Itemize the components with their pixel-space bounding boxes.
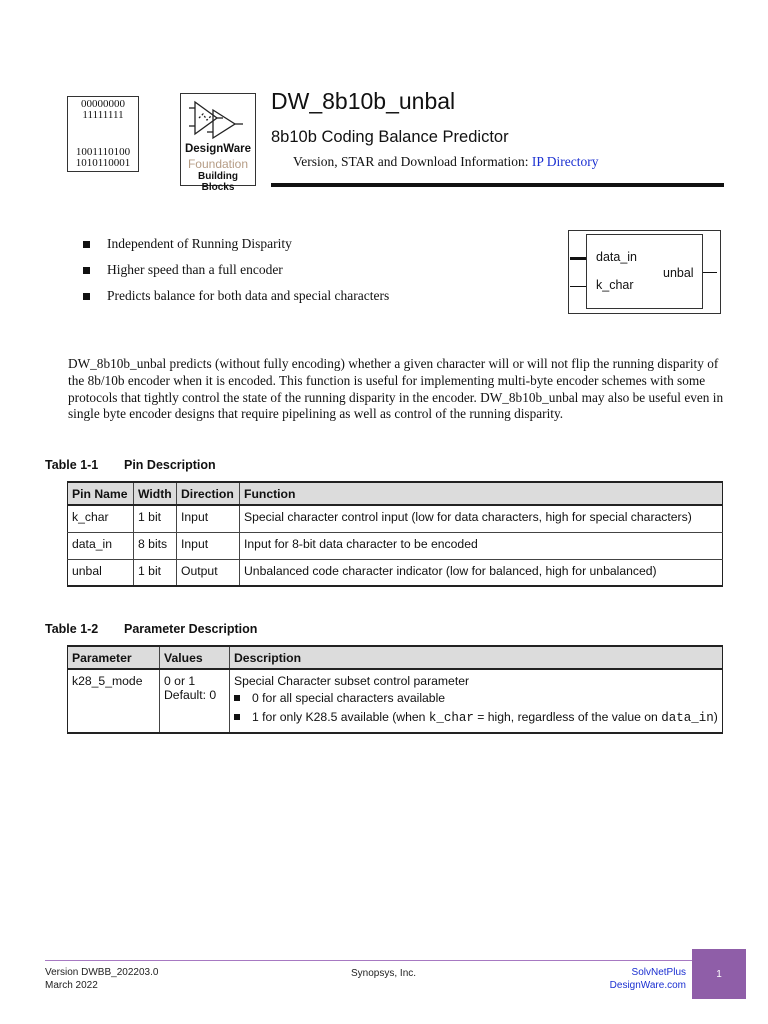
table-cell: k_char (68, 505, 134, 532)
table-cell: unbal (68, 559, 134, 586)
version-line (293, 154, 599, 170)
table-cell: k28_5_mode (68, 669, 160, 733)
table-cell: Output (177, 559, 240, 586)
brand-line-building-blocks: Building Blocks (198, 171, 238, 193)
table-cell: Input (177, 505, 240, 532)
binary-top (68, 99, 138, 121)
param-value-text (252, 709, 718, 727)
binary-line: 1010110001 (75, 157, 131, 169)
feature-text: Predicts balance for both data and special characters (107, 288, 390, 303)
table1-title: Pin Description (124, 458, 216, 472)
table-row (68, 559, 723, 586)
pin-description-table (67, 481, 723, 587)
square-bullet-icon (83, 293, 90, 300)
feature-item (83, 262, 389, 288)
symbol-label-data-in: data_in (596, 250, 638, 264)
code-run: data_in (661, 711, 714, 725)
table-row (68, 669, 723, 733)
param-value-item (234, 690, 718, 707)
footer-version-block (45, 966, 158, 992)
binary-line: 11111111 (82, 109, 124, 121)
table2-title: Parameter Description (124, 622, 258, 636)
data-in-pin (570, 257, 586, 260)
table-cell: 1 bit (134, 505, 177, 532)
table-cell (160, 669, 230, 733)
column-header: Pin Name (68, 482, 134, 505)
column-header: Description (230, 646, 723, 669)
param-description: Special Character subset control parameter (234, 674, 470, 688)
version-text: Version, STAR and Download Information: (293, 154, 529, 169)
binary-logo-card (67, 96, 139, 172)
parameter-description-table (67, 645, 723, 734)
feature-text: Independent of Running Disparity (107, 236, 292, 251)
param-value-list (234, 690, 718, 727)
table2-number: Table 1-2 (45, 622, 99, 636)
table2-caption (45, 622, 257, 636)
footer-company: Synopsys, Inc. (351, 968, 417, 979)
binary-line: 00000000 (81, 98, 125, 110)
footer-date: March 2022 (45, 980, 98, 991)
square-bullet-icon (234, 695, 240, 701)
table-header-row (68, 646, 723, 669)
table-cell: 1 bit (134, 559, 177, 586)
symbol-label-k-char: k_char (596, 278, 634, 292)
square-bullet-icon (83, 241, 90, 248)
feature-item (83, 288, 389, 314)
footer-version: Version DWBB_202203.0 (45, 967, 159, 978)
column-header: Direction (177, 482, 240, 505)
square-bullet-icon (234, 714, 240, 720)
table-row (68, 505, 723, 532)
page-number: 1 (692, 949, 746, 999)
value-line: Default: 0 (164, 688, 217, 702)
feature-text: Higher speed than a full encoder (107, 262, 283, 277)
table-cell: data_in (68, 532, 134, 559)
binary-bottom (68, 147, 138, 169)
footer-rule (45, 960, 692, 961)
designware-link[interactable]: DesignWare.com (609, 980, 686, 991)
column-header: Width (134, 482, 177, 505)
brand-line-foundation: Foundation (187, 157, 249, 171)
feature-item (83, 236, 389, 262)
table-cell: Special character control input (low for data characters, high for special characters) (240, 505, 723, 532)
table-cell: Unbalanced code character indicator (low for balanced, high for unbalanced) (240, 559, 723, 586)
param-value-text: 0 for all special characters available (252, 691, 446, 705)
symbol-label-unbal: unbal (663, 266, 694, 280)
text-run: ) (713, 710, 718, 724)
page-title: DW_8b10b_unbal (271, 88, 456, 114)
unbal-pin (703, 272, 717, 273)
table-cell: Input for 8-bit data character to be encoded (240, 532, 723, 559)
feature-list (83, 236, 389, 314)
footer-links (610, 966, 686, 992)
table-cell (230, 669, 723, 733)
table-cell: Input (177, 532, 240, 559)
description-paragraph: DW_8b10b_unbal predicts (without fully encoding) whether a given character will or will not flip the running disparity of the 8b/10b encoder when it is encoded. This function is useful for implementing multi-byte encoder schemes with some protocols that tightly control the state of the running disparity in the encoder. DW_8b10b_unbal may also be useful even in single byte encoder designs that require pipelining as well as control of the running disparity. (68, 356, 724, 422)
column-header: Values (160, 646, 230, 669)
table-row (68, 532, 723, 559)
value-line: 0 or 1 (164, 674, 196, 688)
text-run: = high, regardless of the value on (477, 710, 658, 724)
table-header-row (68, 482, 723, 505)
ip-directory-link[interactable]: IP Directory (531, 154, 599, 169)
square-bullet-icon (83, 267, 90, 274)
param-value-item (234, 709, 718, 727)
binary-line: 1001110100 (75, 146, 131, 158)
column-header: Function (240, 482, 723, 505)
table1-caption (45, 458, 216, 472)
table-cell: 8 bits (134, 532, 177, 559)
column-header: Parameter (68, 646, 160, 669)
k-char-pin (570, 286, 586, 287)
solvnetplus-link[interactable]: SolvNetPlus (631, 967, 686, 978)
designware-logo (180, 93, 256, 193)
table1-number: Table 1-1 (45, 458, 99, 472)
gate-logic-icon (189, 98, 247, 142)
text-run: 1 for only K28.5 available (when (252, 710, 426, 724)
page-subtitle: 8b10b Coding Balance Predictor (271, 128, 509, 146)
brand-line-designware: DesignWare (184, 143, 252, 155)
header-rule (271, 183, 724, 187)
code-run: k_char (428, 711, 474, 725)
